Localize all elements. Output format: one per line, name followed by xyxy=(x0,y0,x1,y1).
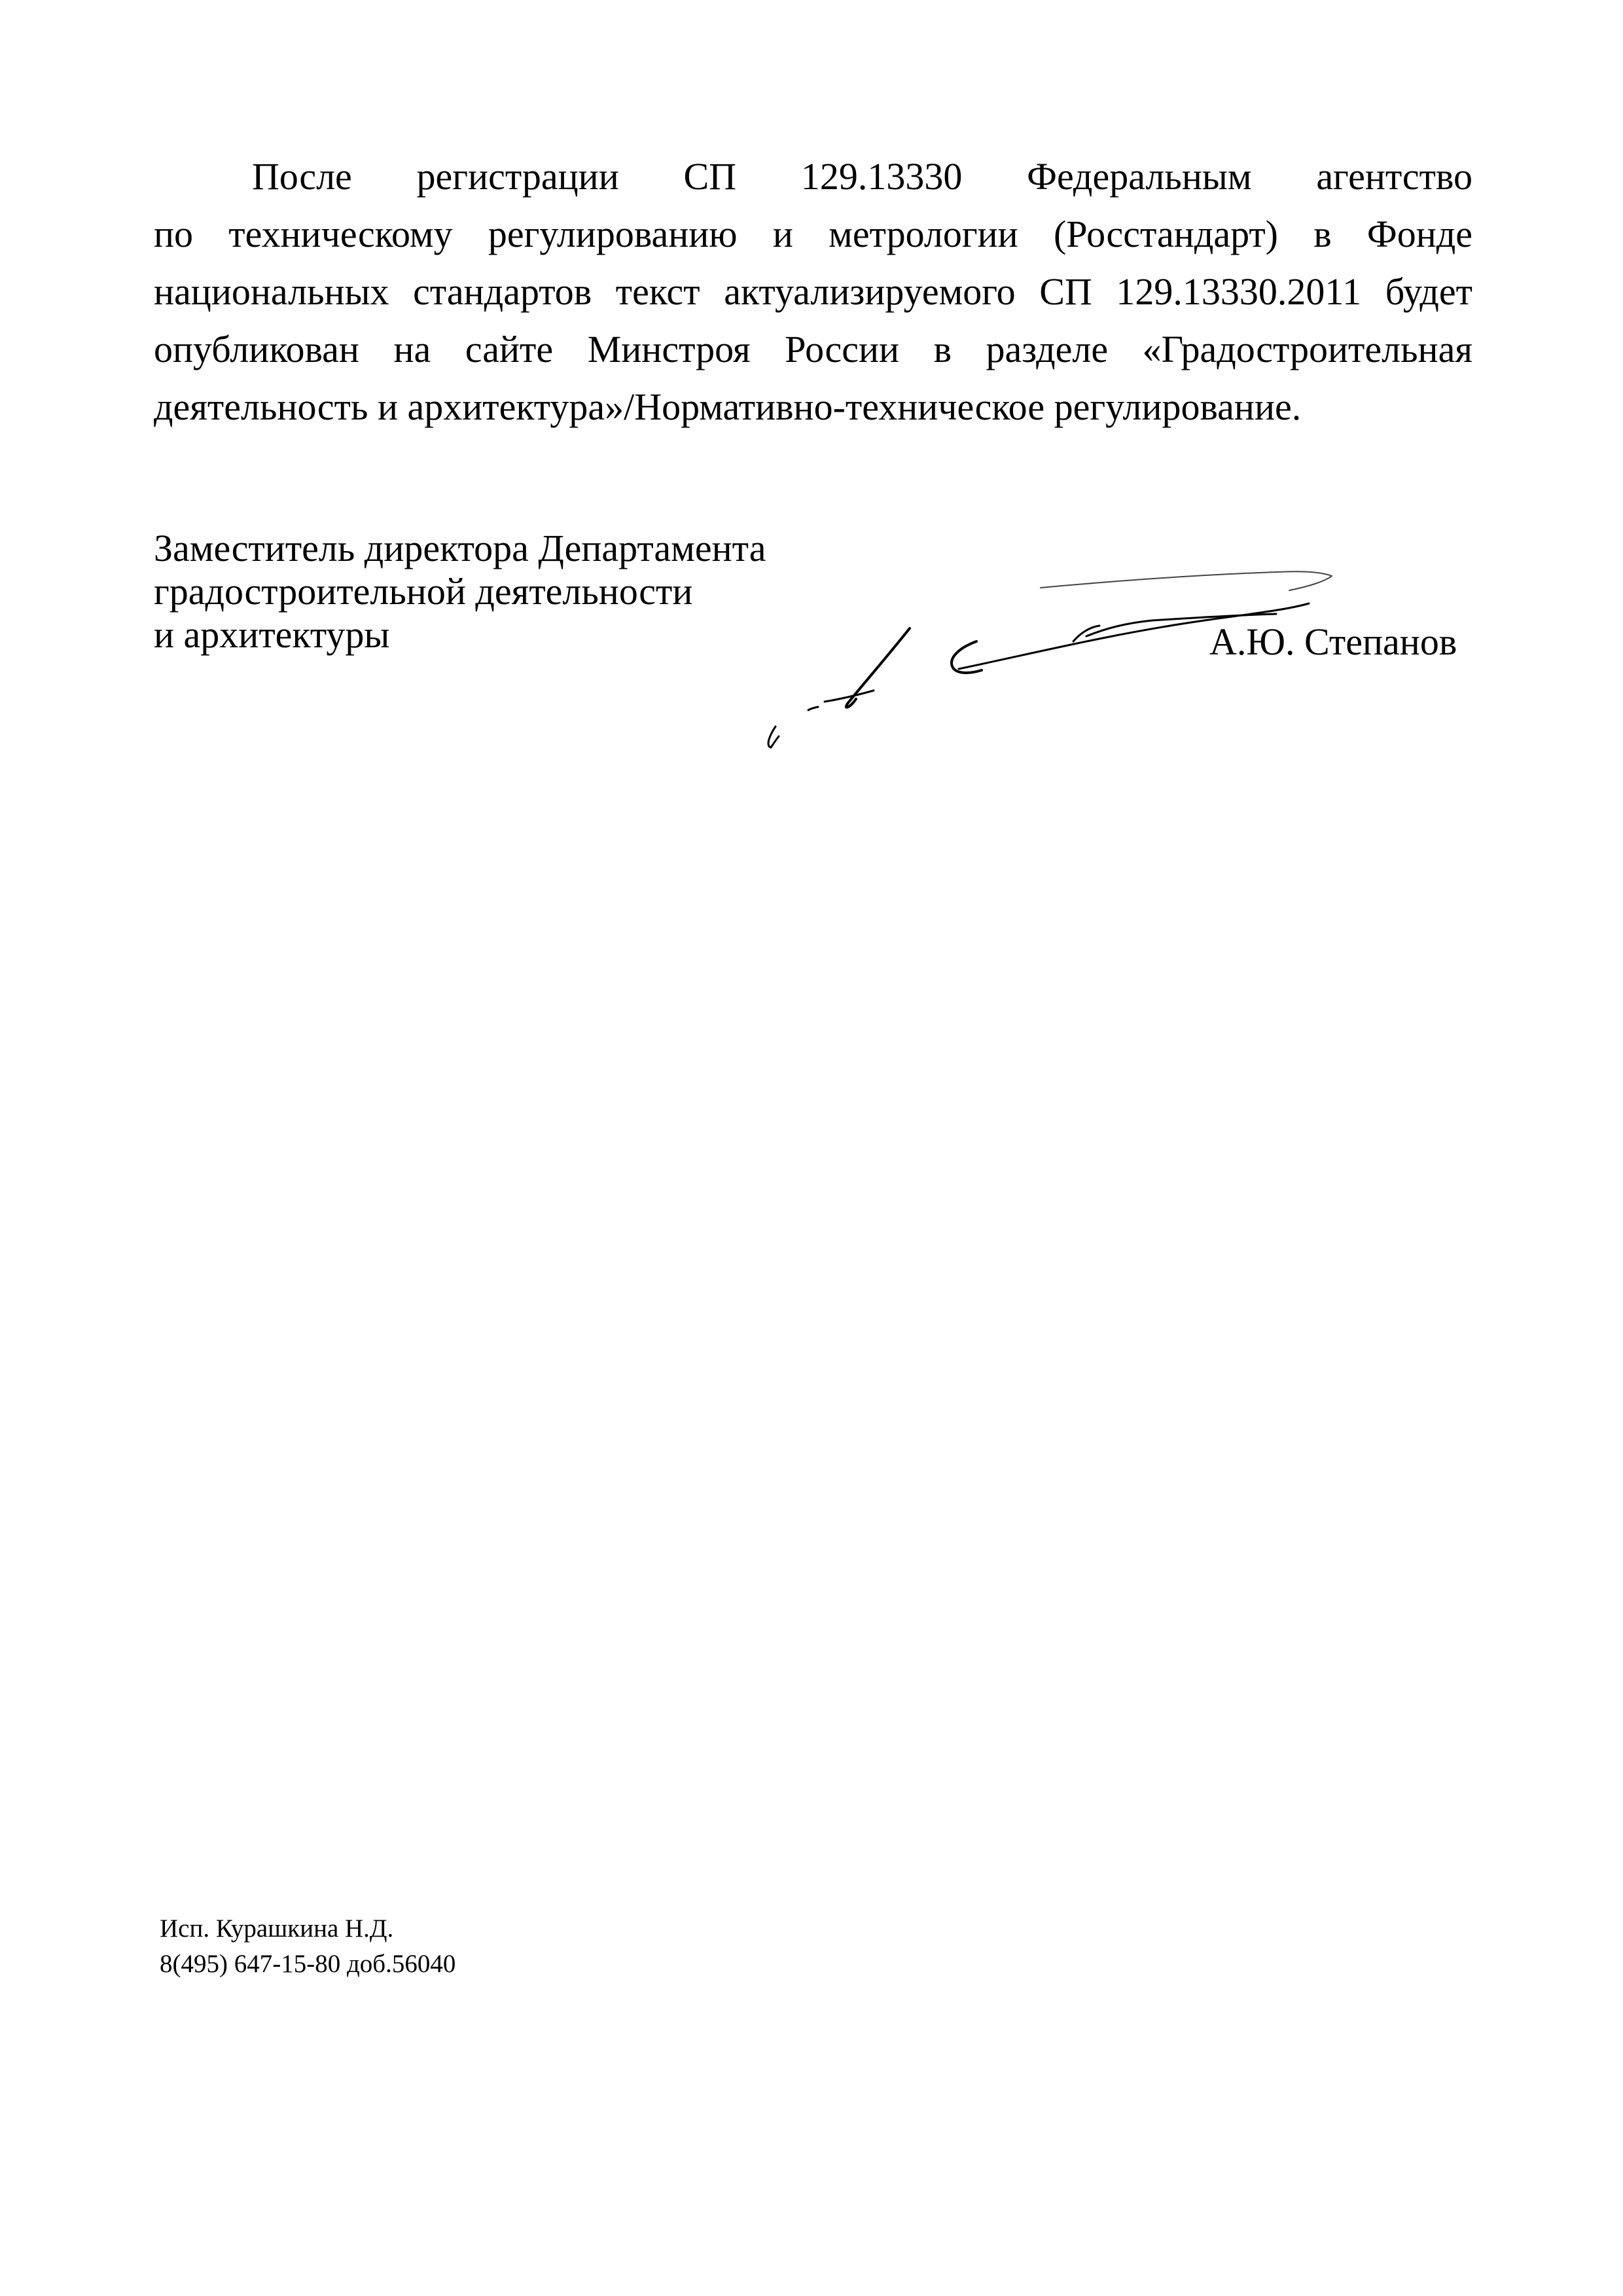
paragraph-line: деятельность и архитектура»/Нормативно-техническое регулирование. xyxy=(154,386,1302,428)
paragraph-line: опубликован на сайте Минстроя России в разделе «Градостроительная xyxy=(154,328,1472,370)
paragraph-line: по техническому регулированию и метрологии (Росстандарт) в Фонде xyxy=(154,213,1472,255)
executor-name: Исп. Курашкина Н.Д. xyxy=(160,1914,394,1943)
signer-position xyxy=(154,527,766,656)
signer-position-line: Заместитель директора Департамента xyxy=(154,527,766,569)
signer-position-line: градостроительной деятельности xyxy=(154,570,693,613)
paragraph-line: После регистрации СП 129.13330 Федеральным агентство xyxy=(252,155,1472,198)
paragraph-line: национальных стандартов текст актуализируемого СП 129.13330.2011 будет xyxy=(154,270,1472,313)
signer-name: А.Ю. Степанов xyxy=(1209,620,1457,663)
executor-phone: 8(495) 647-15-80 доб.56040 xyxy=(160,1950,456,1978)
signer-position-line: и архитектуры xyxy=(154,613,390,656)
executor-info xyxy=(160,1911,455,1982)
body-paragraph xyxy=(154,148,1472,436)
